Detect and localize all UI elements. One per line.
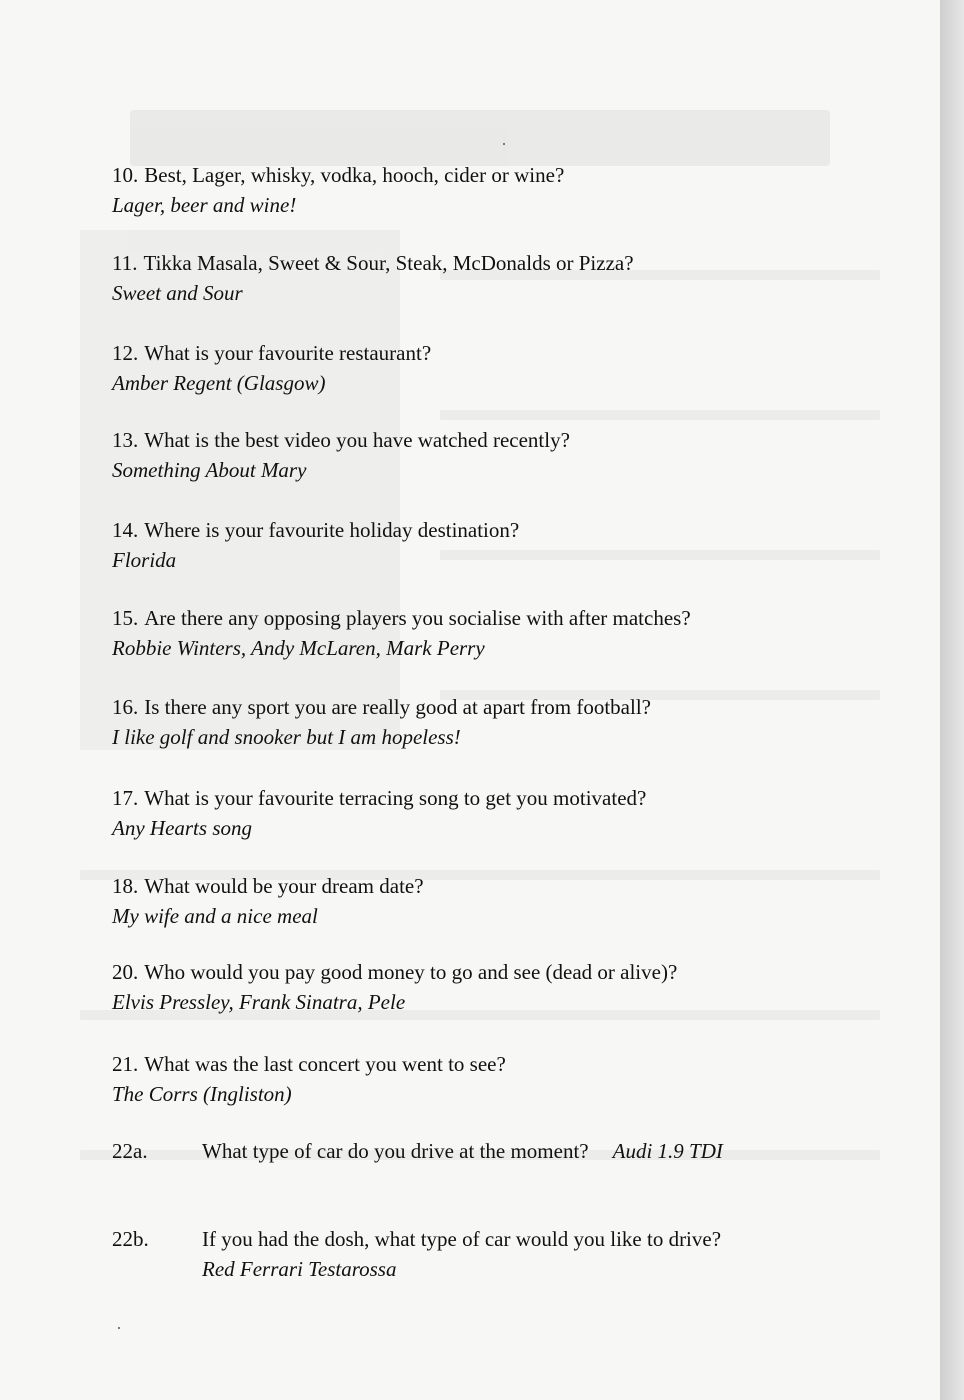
question-number: 13.: [112, 428, 139, 452]
question-label: Who would you pay good money to go and see (dead or alive)?: [144, 960, 678, 984]
answer-text: The Corrs (Ingliston): [112, 1082, 292, 1106]
question-label: Best, Lager, whisky, vodka, hooch, cider or wine?: [144, 163, 565, 187]
answer-text: Red Ferrari Testarossa: [202, 1257, 397, 1281]
question-number: 14.: [112, 518, 139, 542]
answer-text: Sweet and Sour: [112, 281, 243, 305]
question-label: Are there any opposing players you socialise with after matches?: [144, 606, 691, 630]
answer-text: Lager, beer and wine!: [112, 193, 297, 217]
question-number: 22a.: [112, 1139, 148, 1163]
question-number: 18.: [112, 874, 139, 898]
answer-text: Any Hearts song: [112, 816, 252, 840]
answer-text: Elvis Pressley, Frank Sinatra, Pele: [112, 990, 406, 1014]
question-number: 12.: [112, 341, 139, 365]
answer-text: Amber Regent (Glasgow): [112, 371, 326, 395]
question-item-20: [112, 957, 872, 1017]
question-text: [112, 515, 872, 545]
question-item-18: [112, 871, 872, 931]
question-number: 11.: [112, 251, 138, 275]
question-item-22b: [112, 1224, 872, 1284]
question-number: 16.: [112, 695, 139, 719]
answer-text: My wife and a nice meal: [112, 904, 318, 928]
question-label: If you had the dosh, what type of car would you like to drive?: [202, 1227, 722, 1251]
answer-text: Audi 1.9 TDI: [612, 1139, 723, 1163]
page-edge-shadow: [940, 0, 964, 1400]
answer-text: Something About Mary: [112, 458, 307, 482]
question-text: [112, 1136, 872, 1166]
question-number: 15.: [112, 606, 139, 630]
question-label: What type of car do you drive at the moment?: [202, 1139, 589, 1163]
question-number: 17.: [112, 786, 139, 810]
question-number: 22b.: [112, 1227, 149, 1251]
question-item-17: [112, 783, 872, 843]
answer-text: Florida: [112, 548, 177, 572]
stray-mark: [503, 143, 505, 145]
question-item-22a: [112, 1136, 872, 1166]
answer-text: Robbie Winters, Andy McLaren, Mark Perry: [112, 636, 485, 660]
question-number: 20.: [112, 960, 139, 984]
question-item-13: [112, 425, 872, 485]
question-text: [112, 783, 872, 813]
question-label: What would be your dream date?: [144, 874, 424, 898]
question-text: [112, 957, 872, 987]
question-text: [112, 871, 872, 901]
question-label: Where is your favourite holiday destination?: [144, 518, 520, 542]
question-text: [112, 1224, 872, 1254]
question-text: [112, 1049, 872, 1079]
question-text: [112, 425, 872, 455]
question-item-11: [112, 248, 872, 308]
question-label: What is your favourite restaurant?: [144, 341, 432, 365]
question-item-10: [112, 160, 872, 220]
question-text: [112, 338, 872, 368]
question-number: 10.: [112, 163, 139, 187]
question-label: Is there any sport you are really good at apart from football?: [144, 695, 651, 719]
question-text: [112, 603, 872, 633]
answer-text: I like golf and snooker but I am hopeless!: [112, 725, 461, 749]
question-item-12: [112, 338, 872, 398]
question-item-16: [112, 692, 872, 752]
question-label: What is the best video you have watched recently?: [144, 428, 570, 452]
question-number: 21.: [112, 1052, 139, 1076]
question-text: [112, 248, 872, 278]
question-label: What was the last concert you went to see?: [144, 1052, 506, 1076]
question-item-14: [112, 515, 872, 575]
stray-mark: [118, 1327, 120, 1329]
question-text: [112, 692, 872, 722]
question-text: [112, 160, 872, 190]
question-item-21: [112, 1049, 872, 1109]
question-item-15: [112, 603, 872, 663]
question-label: Tikka Masala, Sweet & Sour, Steak, McDonalds or Pizza?: [143, 251, 634, 275]
question-label: What is your favourite terracing song to get you motivated?: [144, 786, 647, 810]
